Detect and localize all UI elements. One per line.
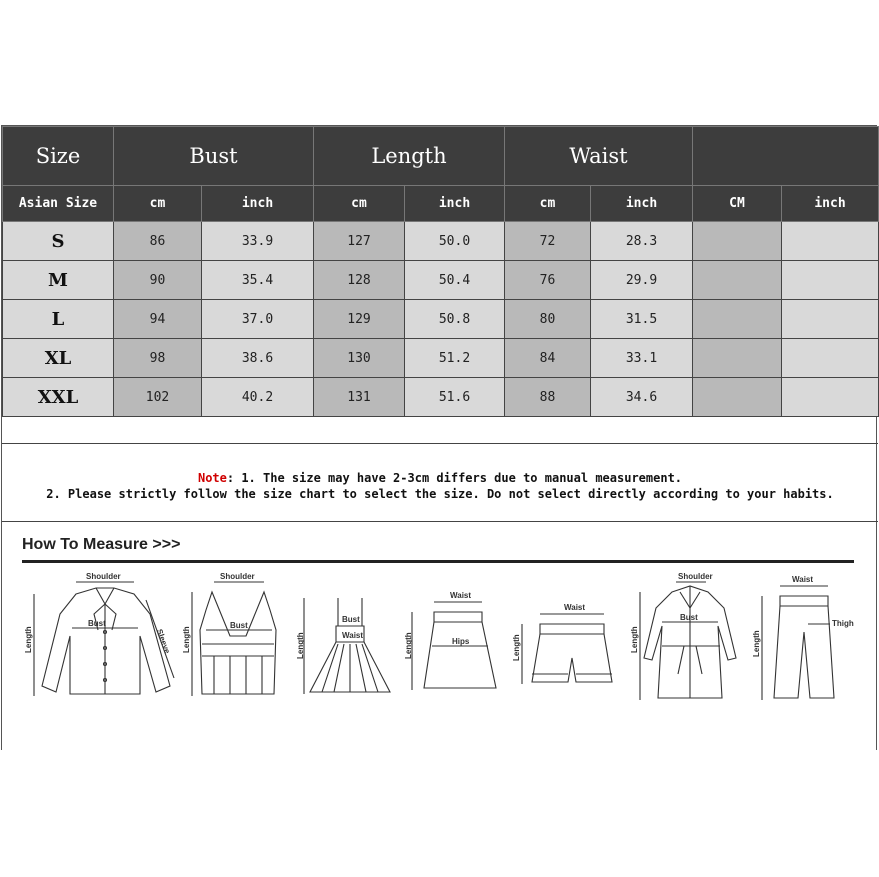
extra-inch-cell bbox=[782, 378, 879, 417]
sleeve-label: Sleeve bbox=[154, 627, 172, 655]
hips-label: Hips bbox=[452, 637, 470, 646]
waist-cm-cell: 84 bbox=[505, 339, 591, 378]
trousers-icon bbox=[754, 574, 864, 714]
table-row bbox=[3, 339, 879, 378]
size-chart bbox=[1, 125, 877, 750]
title-divider bbox=[22, 560, 854, 563]
how-to-measure-title: How To Measure >>> bbox=[22, 536, 181, 553]
header-length: Length bbox=[314, 127, 505, 186]
extra-cm-cell bbox=[693, 222, 782, 261]
unit-length-cm: cm bbox=[314, 186, 405, 222]
bust-label: Bust bbox=[88, 619, 106, 628]
bust-cm-cell: 86 bbox=[114, 222, 202, 261]
bust-label: Bust bbox=[342, 615, 360, 624]
length-cm-cell: 128 bbox=[314, 261, 405, 300]
skirt-icon bbox=[406, 584, 506, 714]
length-label: Length bbox=[752, 630, 761, 657]
table-row bbox=[3, 261, 879, 300]
shoulder-label: Shoulder bbox=[678, 572, 713, 581]
waist-cm-cell: 76 bbox=[505, 261, 591, 300]
unit-extra-cm: CM bbox=[693, 186, 782, 222]
waist-cm-cell: 80 bbox=[505, 300, 591, 339]
length-inch-cell: 51.6 bbox=[405, 378, 505, 417]
size-table bbox=[2, 126, 879, 417]
length-cm-cell: 129 bbox=[314, 300, 405, 339]
bust-cm-cell: 90 bbox=[114, 261, 202, 300]
length-label: Length bbox=[404, 632, 413, 659]
extra-inch-cell bbox=[782, 222, 879, 261]
size-cell: S bbox=[3, 222, 114, 261]
extra-inch-cell bbox=[782, 300, 879, 339]
bust-inch-cell: 40.2 bbox=[202, 378, 314, 417]
bust-inch-cell: 37.0 bbox=[202, 300, 314, 339]
extra-inch-cell bbox=[782, 339, 879, 378]
camisole-icon bbox=[184, 574, 292, 714]
thigh-label: Thigh bbox=[832, 619, 854, 628]
size-cell: XL bbox=[3, 339, 114, 378]
dress-icon bbox=[296, 584, 400, 714]
extra-cm-cell bbox=[693, 261, 782, 300]
header-asian-size: Asian Size bbox=[3, 186, 114, 222]
length-cm-cell: 131 bbox=[314, 378, 405, 417]
note-box bbox=[2, 443, 878, 522]
coat-icon bbox=[632, 574, 750, 714]
waist-cm-cell: 72 bbox=[505, 222, 591, 261]
header-waist: Waist bbox=[505, 127, 693, 186]
bust-cm-cell: 102 bbox=[114, 378, 202, 417]
unit-length-inch: inch bbox=[405, 186, 505, 222]
bust-cm-cell: 98 bbox=[114, 339, 202, 378]
waist-inch-cell: 31.5 bbox=[591, 300, 693, 339]
extra-inch-cell bbox=[782, 261, 879, 300]
length-cm-cell: 130 bbox=[314, 339, 405, 378]
unit-bust-inch: inch bbox=[202, 186, 314, 222]
bust-inch-cell: 35.4 bbox=[202, 261, 314, 300]
extra-cm-cell bbox=[693, 300, 782, 339]
waist-label: Waist bbox=[792, 575, 814, 584]
waist-inch-cell: 33.1 bbox=[591, 339, 693, 378]
table-row bbox=[3, 222, 879, 261]
bust-label: Bust bbox=[680, 613, 698, 622]
unit-bust-cm: cm bbox=[114, 186, 202, 222]
waist-label: Waist bbox=[450, 591, 472, 600]
size-cell: XXL bbox=[3, 378, 114, 417]
waist-inch-cell: 29.9 bbox=[591, 261, 693, 300]
bust-inch-cell: 38.6 bbox=[202, 339, 314, 378]
size-cell: M bbox=[3, 261, 114, 300]
length-label: Length bbox=[24, 626, 33, 653]
note-line-1-text: : 1. The size may have 2-3cm differs due to manual measurement. bbox=[226, 471, 683, 485]
shoulder-label: Shoulder bbox=[220, 572, 255, 581]
bust-label: Bust bbox=[230, 621, 248, 630]
header-row-units bbox=[3, 186, 879, 222]
waist-inch-cell: 28.3 bbox=[591, 222, 693, 261]
shorts-icon bbox=[512, 598, 626, 708]
header-size: Size bbox=[3, 127, 114, 186]
unit-extra-inch: inch bbox=[782, 186, 879, 222]
note-line-1 bbox=[2, 470, 878, 486]
length-inch-cell: 51.2 bbox=[405, 339, 505, 378]
waist-inch-cell: 34.6 bbox=[591, 378, 693, 417]
length-label: Length bbox=[512, 634, 521, 661]
header-row-groups bbox=[3, 127, 879, 186]
how-to-measure-section bbox=[2, 522, 876, 750]
header-bust: Bust bbox=[114, 127, 314, 186]
bust-inch-cell: 33.9 bbox=[202, 222, 314, 261]
blouse-icon bbox=[24, 574, 184, 714]
length-inch-cell: 50.8 bbox=[405, 300, 505, 339]
length-cm-cell: 127 bbox=[314, 222, 405, 261]
extra-cm-cell bbox=[693, 339, 782, 378]
length-label: Length bbox=[182, 626, 191, 653]
table-row bbox=[3, 300, 879, 339]
bust-cm-cell: 94 bbox=[114, 300, 202, 339]
length-inch-cell: 50.0 bbox=[405, 222, 505, 261]
length-label: Length bbox=[296, 632, 305, 659]
extra-cm-cell bbox=[693, 378, 782, 417]
waist-label: Waist bbox=[564, 603, 586, 612]
table-row bbox=[3, 378, 879, 417]
note-label: Note bbox=[197, 471, 227, 485]
unit-waist-inch: inch bbox=[591, 186, 693, 222]
length-label: Length bbox=[630, 626, 639, 653]
shoulder-label: Shoulder bbox=[86, 572, 121, 581]
waist-label: Waist bbox=[342, 631, 364, 640]
note-line-2: 2. Please strictly follow the size chart to select the size. Do not select directly according to your habits. bbox=[46, 487, 834, 501]
size-cell: L bbox=[3, 300, 114, 339]
unit-waist-cm: cm bbox=[505, 186, 591, 222]
length-inch-cell: 50.4 bbox=[405, 261, 505, 300]
header-empty-group bbox=[693, 127, 879, 186]
waist-cm-cell: 88 bbox=[505, 378, 591, 417]
